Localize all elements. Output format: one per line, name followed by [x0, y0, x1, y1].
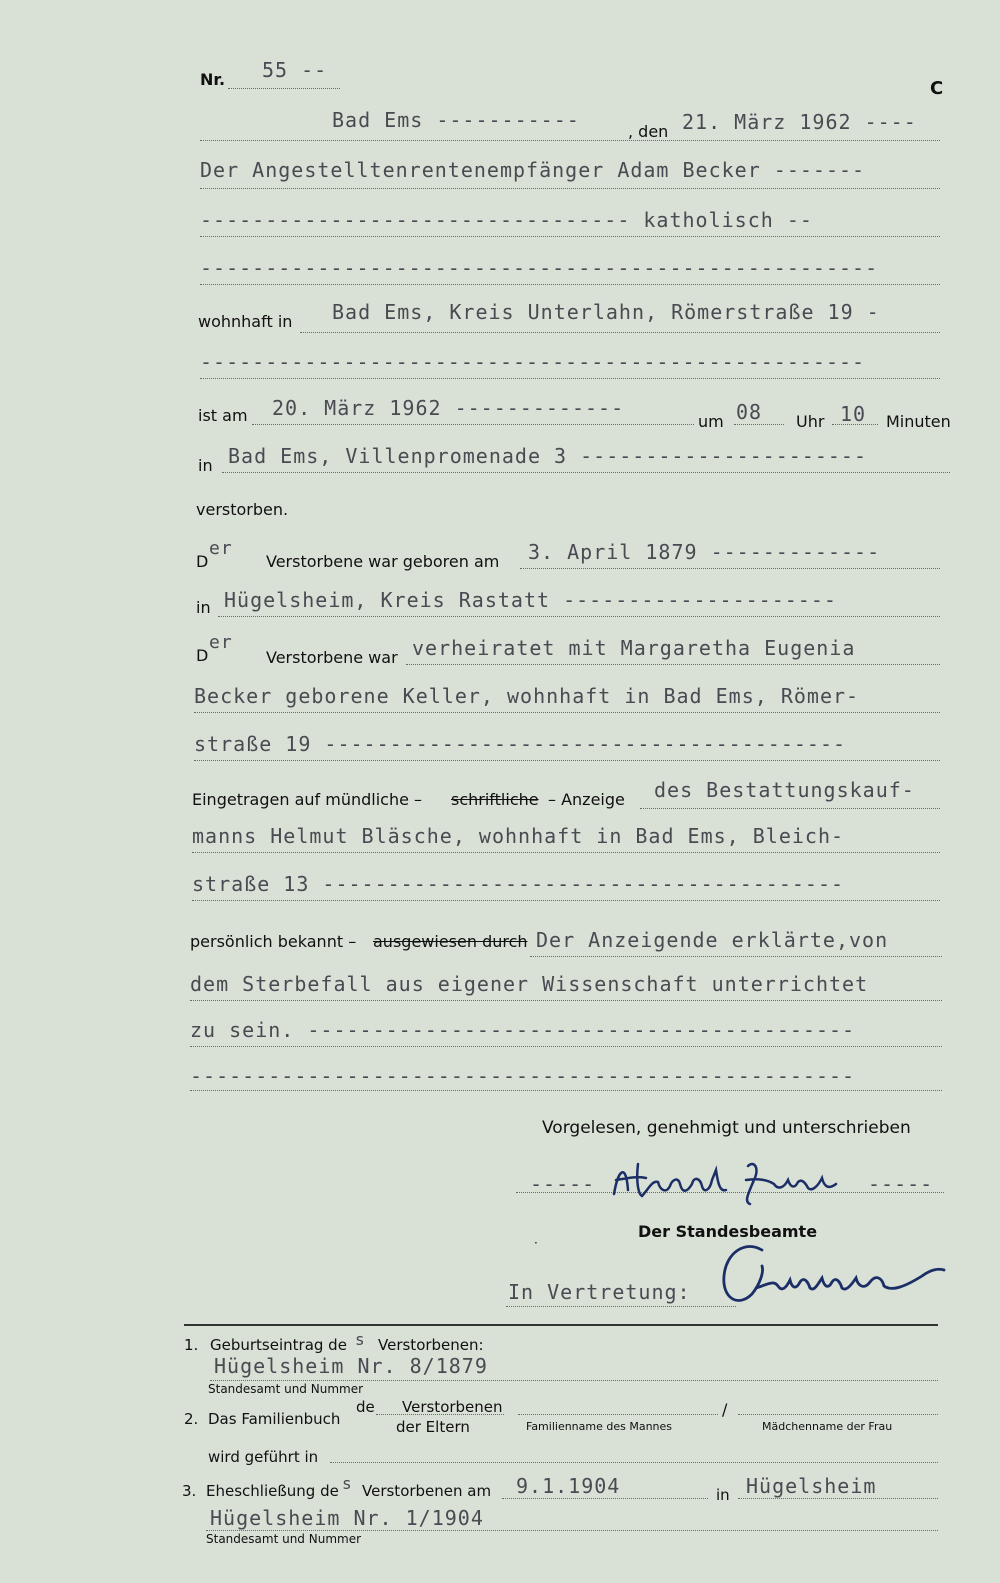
rule-line — [530, 956, 942, 957]
footer-item1-s: s — [355, 1330, 366, 1349]
death-place: Bad Ems, Villenpromenade 3 ---------------------- — [228, 444, 868, 468]
ist-am-label: ist am — [198, 406, 248, 425]
birth-d-label: D — [196, 552, 209, 571]
verstorben-label: verstorben. — [196, 500, 289, 519]
identification-label-prefix: persönlich bekannt – — [190, 932, 357, 951]
nr-value: 55 -- — [262, 58, 328, 82]
footer-item1-label2: Verstorbenen: — [378, 1336, 484, 1354]
rule-line — [738, 1498, 938, 1499]
rule-line — [502, 1498, 708, 1499]
footer-item2-de: de — [356, 1398, 375, 1416]
person-line-3: ---------------------------------------------------- — [200, 256, 879, 280]
rule-line — [194, 760, 940, 761]
standesamt-nummer-3: Standesamt und Nummer — [206, 1532, 362, 1546]
den-label: , den — [628, 122, 669, 141]
status-line-3: straße 19 ---------------------------------------- — [194, 732, 847, 756]
footer-item1-num: 1. — [184, 1336, 199, 1354]
informant-signature — [608, 1150, 868, 1210]
date-value: 21. März 1962 ---- — [682, 110, 917, 134]
status-label: Verstorbene war — [266, 648, 398, 667]
death-hour: 08 — [736, 400, 763, 424]
rule-line — [210, 1380, 938, 1381]
person-line-2: --------------------------------- katholisch -- — [200, 208, 813, 232]
rule-line — [200, 378, 940, 379]
birth-date: 3. April 1879 ------------- — [528, 540, 881, 564]
footer-item1-value: Hügelsheim Nr. 8/1879 — [214, 1354, 488, 1378]
vertretung-label: In Vertretung: — [508, 1280, 691, 1304]
rule-line — [200, 188, 940, 189]
footer-item2-label: Das Familienbuch — [208, 1410, 341, 1428]
rule-line — [330, 1462, 938, 1463]
identification-label-struck: ausgewiesen durch — [373, 932, 528, 951]
footer-item1-label: Geburtseintrag de — [210, 1336, 347, 1354]
residence-label: wohnhaft in — [198, 312, 293, 331]
footer-item3-label: Eheschließung de — [206, 1482, 339, 1500]
identification-line-2: dem Sterbefall aus eigener Wissenschaft unterrichtet — [190, 972, 869, 996]
rule-line — [200, 236, 940, 237]
death-in-label: in — [198, 456, 213, 475]
rule-line — [200, 284, 940, 285]
death-minutes: 10 — [840, 402, 867, 426]
registrar-signature — [716, 1228, 956, 1318]
footer-item2-frau: Mädchenname der Frau — [762, 1420, 893, 1433]
status-d-label: D — [196, 646, 209, 665]
status-line-1: verheiratet mit Margaretha Eugenia — [412, 636, 856, 660]
footer-item3-in: in — [716, 1486, 730, 1504]
status-line-2: Becker geborene Keller, wohnhaft in Bad Ems, Römer- — [194, 684, 860, 708]
sig-dashes-left: ----- — [530, 1172, 596, 1196]
footer-item2-eltern: der Eltern — [396, 1418, 470, 1436]
uhr-label: Uhr — [796, 412, 825, 431]
nr-label: Nr. — [200, 70, 226, 89]
footer-item2-slash: / — [722, 1400, 728, 1419]
person-line-1: Der Angestelltenrentenempfänger Adam Becker ------- — [200, 158, 866, 182]
death-date: 20. März 1962 ------------- — [272, 396, 625, 420]
sig-dashes-right: ----- — [868, 1172, 934, 1196]
footer-item3-num: 3. — [182, 1482, 197, 1500]
birth-label: Verstorbene war geboren am — [266, 552, 500, 571]
rule-line — [738, 1414, 938, 1415]
corner-letter: C — [930, 78, 944, 99]
rule-line — [190, 1046, 942, 1047]
identification-line-4: --------------------------------------------------- — [190, 1064, 856, 1088]
standesbeamte-label: Der Standesbeamte — [638, 1222, 818, 1241]
residence-line-2: --------------------------------------------------- — [200, 350, 866, 374]
birth-der-typed: er — [209, 538, 233, 559]
footer-item2-gefuehrt: wird geführt in — [208, 1448, 319, 1466]
nr-line — [228, 88, 340, 89]
residence-line-1: Bad Ems, Kreis Unterlahn, Römerstraße 19 - — [332, 300, 880, 324]
rule-line — [190, 1000, 942, 1001]
birth-place: Hügelsheim, Kreis Rastatt --------------------- — [224, 588, 837, 612]
minuten-label: Minuten — [886, 412, 951, 431]
registration-line-2: manns Helmut Bläsche, wohnhaft in Bad Ems, Bleich- — [192, 824, 845, 848]
footer-item3-place: Hügelsheim — [746, 1474, 877, 1498]
footer-item3-s: s — [342, 1474, 353, 1493]
identification-line-1: Der Anzeigende erklärte,von — [536, 928, 889, 952]
rule-line — [506, 1306, 736, 1307]
rule-line — [520, 568, 940, 569]
rule-line — [832, 424, 878, 425]
rule-line — [190, 1090, 942, 1091]
status-der-typed: er — [209, 632, 233, 653]
rule-line — [518, 1414, 718, 1415]
rule-line — [300, 332, 940, 333]
registration-line-1: des Bestattungskauf- — [654, 778, 915, 802]
rule-line — [406, 664, 940, 665]
rule-line — [206, 1530, 938, 1531]
rule-line — [218, 616, 940, 617]
footer-item2-mann: Familienname des Mannes — [526, 1420, 673, 1433]
rule-line — [194, 712, 940, 713]
footer-item2-num: 2. — [184, 1410, 199, 1428]
rule-line — [376, 1414, 504, 1415]
place-date-line — [200, 140, 940, 141]
registration-label-prefix: Eingetragen auf mündliche – — [192, 790, 423, 809]
rule-line — [222, 472, 950, 473]
place-value: Bad Ems ----------- — [332, 108, 580, 132]
footer-item3-label2: Verstorbenen am — [362, 1482, 492, 1500]
rule-line — [192, 852, 940, 853]
footer-item3-value: Hügelsheim Nr. 1/1904 — [210, 1506, 484, 1530]
rule-line — [734, 424, 784, 425]
rule-line — [640, 808, 940, 809]
standesamt-nummer-1: Standesamt und Nummer — [208, 1382, 364, 1396]
birth-in-label: in — [196, 598, 211, 617]
footer-item2-verstorbenen: Verstorbenen — [402, 1398, 503, 1416]
registration-label-struck: schriftliche — [451, 790, 539, 809]
identification-line-3: zu sein. ------------------------------------------ — [190, 1018, 856, 1042]
registration-line-3: straße 13 ---------------------------------------- — [192, 872, 845, 896]
read-approved-text: Vorgelesen, genehmigt und unterschrieben — [542, 1118, 911, 1138]
registration-label-suffix: – Anzeige — [548, 790, 625, 809]
dot-mark: · — [534, 1236, 538, 1250]
rule-line — [252, 424, 694, 425]
um-label: um — [698, 412, 724, 431]
rule-line — [192, 900, 940, 901]
footer-separator — [184, 1324, 938, 1326]
footer-item3-date: 9.1.1904 — [516, 1474, 621, 1498]
